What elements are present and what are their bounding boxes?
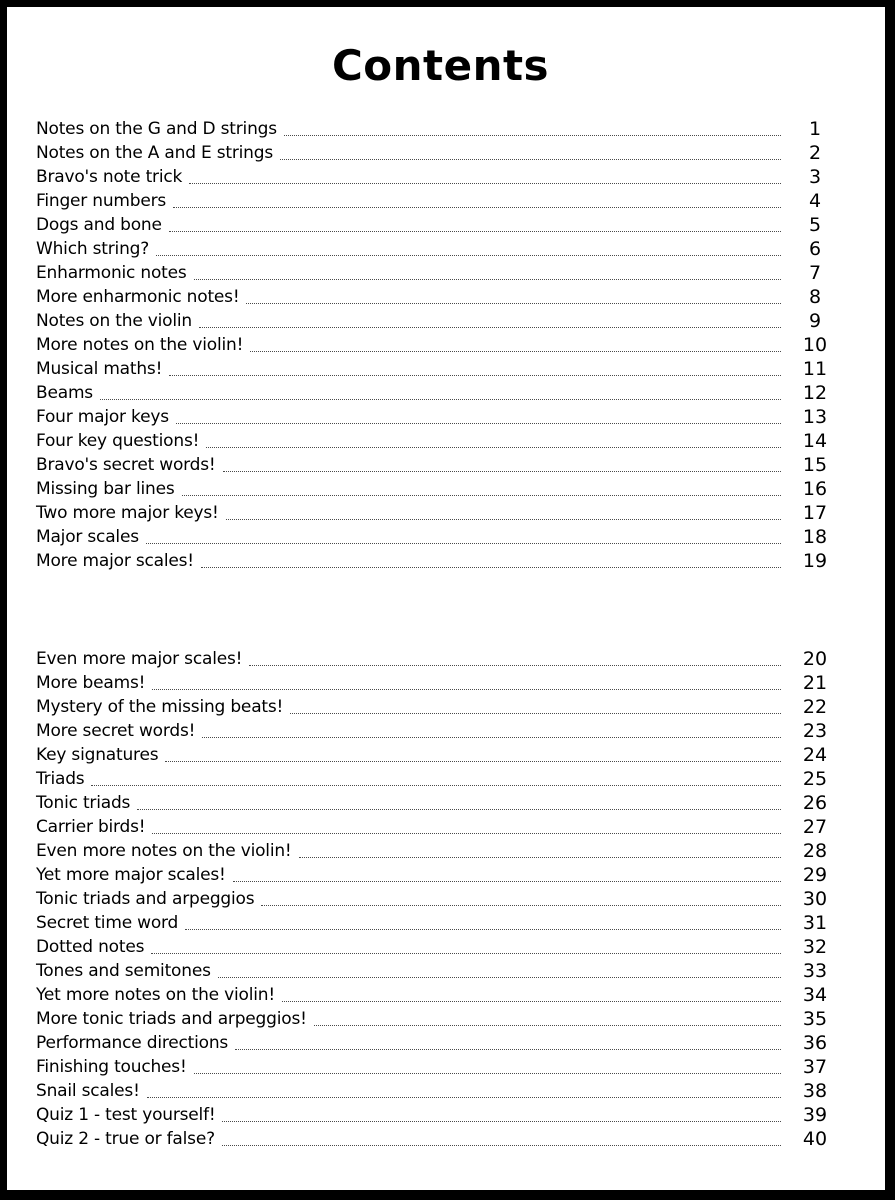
toc-entry-label: Finishing touches! <box>36 1057 187 1077</box>
toc-leader-dots <box>137 809 781 810</box>
toc-entry-label: Key signatures <box>36 745 159 765</box>
toc-entry <box>36 719 845 743</box>
toc-entry-label: Enharmonic notes <box>36 263 187 283</box>
toc-entry-label: Bravo's note trick <box>36 167 183 187</box>
toc-entry <box>36 815 845 839</box>
toc-leader-dots <box>176 423 781 424</box>
toc-leader-dots <box>290 713 781 714</box>
toc-entry <box>36 165 845 189</box>
toc-entry-page: 27 <box>802 816 828 838</box>
toc-entry-page: 7 <box>808 262 822 284</box>
toc-entry-page: 11 <box>802 358 828 380</box>
toc-entry <box>36 285 845 309</box>
toc-entry <box>36 117 845 141</box>
toc-entry <box>36 887 845 911</box>
toc-entry-page: 1 <box>808 118 822 140</box>
toc-leader-dots <box>147 1097 781 1098</box>
toc-leader-dots <box>280 159 781 160</box>
toc-leader-dots <box>226 519 781 520</box>
toc-leader-dots <box>235 1049 781 1050</box>
toc-entry <box>36 1079 845 1103</box>
toc-entry <box>36 863 845 887</box>
toc-entry-page: 2 <box>808 142 822 164</box>
toc-entry-page: 32 <box>802 936 828 958</box>
toc-entry-label: Tones and semitones <box>36 961 211 981</box>
toc-entry-label: Tonic triads and arpeggios <box>36 889 255 909</box>
toc-section-1 <box>36 117 845 573</box>
toc-entry-page: 39 <box>802 1104 828 1126</box>
toc-entry-label: Four key questions! <box>36 431 200 451</box>
toc-entry <box>36 839 845 863</box>
toc-entry-page: 21 <box>802 672 828 694</box>
toc-entry-label: More enharmonic notes! <box>36 287 240 307</box>
toc-entry-page: 16 <box>802 478 828 500</box>
toc-entry-label: Carrier birds! <box>36 817 146 837</box>
toc-entry <box>36 935 845 959</box>
toc-entry <box>36 1103 845 1127</box>
toc-entry <box>36 189 845 213</box>
toc-entry-page: 5 <box>808 214 822 236</box>
toc-leader-dots <box>222 1121 781 1122</box>
toc-entry-label: Beams <box>36 383 93 403</box>
toc-leader-dots <box>199 327 781 328</box>
toc-entry <box>36 405 845 429</box>
toc-entry-page: 23 <box>802 720 828 742</box>
toc-entry <box>36 213 845 237</box>
toc-entry-page: 4 <box>808 190 822 212</box>
toc-leader-dots <box>222 1145 781 1146</box>
toc-entry <box>36 1127 845 1151</box>
toc-leader-dots <box>165 761 781 762</box>
toc-entry-page: 14 <box>802 430 828 452</box>
toc-entry <box>36 983 845 1007</box>
toc-leader-dots <box>284 135 781 136</box>
toc-entry-label: Quiz 1 - test yourself! <box>36 1105 216 1125</box>
toc-leader-dots <box>314 1025 781 1026</box>
toc-entry-label: Bravo's secret words! <box>36 455 216 475</box>
toc-entry-page: 9 <box>808 310 822 332</box>
toc-entry-label: Missing bar lines <box>36 479 175 499</box>
toc-entry-page: 13 <box>802 406 828 428</box>
toc-entry <box>36 647 845 671</box>
toc-entry-page: 20 <box>802 648 828 670</box>
toc-entry-page: 33 <box>802 960 828 982</box>
toc-entry <box>36 477 845 501</box>
toc-leader-dots <box>182 495 781 496</box>
toc-leader-dots <box>206 447 781 448</box>
toc-entry-label: Dogs and bone <box>36 215 162 235</box>
toc-entry-page: 3 <box>808 166 822 188</box>
toc-entry-label: More beams! <box>36 673 146 693</box>
toc-entry-page: 8 <box>808 286 822 308</box>
toc-entry-label: Notes on the G and D strings <box>36 119 277 139</box>
toc-section-2 <box>36 647 845 1151</box>
toc-entry-label: Snail scales! <box>36 1081 140 1101</box>
toc-entry-page: 34 <box>802 984 828 1006</box>
toc-entry-page: 10 <box>802 334 828 356</box>
toc-entry <box>36 791 845 815</box>
toc-leader-dots <box>152 833 781 834</box>
toc-entry-page: 18 <box>802 526 828 548</box>
toc-entry-page: 19 <box>802 550 828 572</box>
toc-entry-label: More secret words! <box>36 721 196 741</box>
toc-entry <box>36 911 845 935</box>
page-title: Contents <box>331 41 550 90</box>
toc-leader-dots <box>100 399 781 400</box>
toc-entry <box>36 261 845 285</box>
toc-entry-page: 31 <box>802 912 828 934</box>
toc-entry-label: Mystery of the missing beats! <box>36 697 284 717</box>
toc-entry-page: 12 <box>802 382 828 404</box>
toc-leader-dots <box>156 255 781 256</box>
toc-leader-dots <box>282 1001 781 1002</box>
toc-leader-dots <box>201 567 781 568</box>
toc-entry <box>36 429 845 453</box>
toc-entry-label: Even more major scales! <box>36 649 243 669</box>
toc-entry-page: 29 <box>802 864 828 886</box>
toc-entry <box>36 1007 845 1031</box>
toc-entry-page: 6 <box>808 238 822 260</box>
toc-entry <box>36 671 845 695</box>
toc-entry-label: More notes on the violin! <box>36 335 244 355</box>
toc-leader-dots <box>202 737 781 738</box>
toc-entry <box>36 141 845 165</box>
toc-entry-label: Four major keys <box>36 407 169 427</box>
toc-entry-page: 36 <box>802 1032 828 1054</box>
toc-entry <box>36 695 845 719</box>
toc-leader-dots <box>218 977 781 978</box>
toc-entry-page: 40 <box>802 1128 828 1150</box>
toc-leader-dots <box>151 953 781 954</box>
toc-leader-dots <box>261 905 781 906</box>
toc-entry-page: 25 <box>802 768 828 790</box>
toc-entry-label: Quiz 2 - true or false? <box>36 1129 215 1149</box>
toc-leader-dots <box>250 351 781 352</box>
toc-entry-label: Notes on the violin <box>36 311 192 331</box>
toc-entry-label: Yet more notes on the violin! <box>36 985 275 1005</box>
toc-leader-dots <box>146 543 781 544</box>
toc-leader-dots <box>91 785 781 786</box>
toc-entry <box>36 743 845 767</box>
toc-entry-label: Triads <box>36 769 85 789</box>
toc-entry-page: 15 <box>802 454 828 476</box>
toc-entry-label: Notes on the A and E strings <box>36 143 274 163</box>
toc-leader-dots <box>169 375 781 376</box>
toc-leader-dots <box>246 303 781 304</box>
toc-entry <box>36 767 845 791</box>
toc-entry-page: 28 <box>802 840 828 862</box>
toc-entry <box>36 1055 845 1079</box>
toc-entry <box>36 525 845 549</box>
toc-leader-dots <box>249 665 781 666</box>
toc-leader-dots <box>233 881 781 882</box>
toc-leader-dots <box>169 231 781 232</box>
toc-leader-dots <box>194 279 781 280</box>
toc-entry <box>36 381 845 405</box>
toc-entry-page: 38 <box>802 1080 828 1102</box>
toc-entry-label: Which string? <box>36 239 150 259</box>
toc-entry-label: Finger numbers <box>36 191 167 211</box>
toc-leader-dots <box>189 183 781 184</box>
toc-leader-dots <box>223 471 781 472</box>
toc-leader-dots <box>152 689 781 690</box>
toc-entry <box>36 549 845 573</box>
toc-entry-label: Secret time word <box>36 913 179 933</box>
toc-leader-dots <box>299 857 781 858</box>
toc-entry-label: Major scales <box>36 527 139 547</box>
toc-entry <box>36 959 845 983</box>
toc-entry-label: Two more major keys! <box>36 503 219 523</box>
toc-entry-page: 30 <box>802 888 828 910</box>
toc-leader-dots <box>185 929 781 930</box>
toc-entry <box>36 357 845 381</box>
toc-entry-label: Yet more major scales! <box>36 865 226 885</box>
toc-entry-page: 35 <box>802 1008 828 1030</box>
toc-entry-label: More major scales! <box>36 551 194 571</box>
toc-entry-label: Even more notes on the violin! <box>36 841 292 861</box>
toc-entry-page: 24 <box>802 744 828 766</box>
toc-entry-page: 37 <box>802 1056 828 1078</box>
toc-entry <box>36 333 845 357</box>
toc-entry <box>36 309 845 333</box>
toc-entry <box>36 237 845 261</box>
toc-entry <box>36 501 845 525</box>
toc-entry-label: More tonic triads and arpeggios! <box>36 1009 307 1029</box>
toc-entry-page: 17 <box>802 502 828 524</box>
toc-entry <box>36 453 845 477</box>
toc-entry-label: Musical maths! <box>36 359 163 379</box>
toc-entry <box>36 1031 845 1055</box>
toc-leader-dots <box>194 1073 781 1074</box>
toc-entry-label: Dotted notes <box>36 937 145 957</box>
toc-entry-label: Tonic triads <box>36 793 131 813</box>
toc-entry-label: Performance directions <box>36 1033 229 1053</box>
toc-leader-dots <box>173 207 781 208</box>
toc-entry-page: 22 <box>802 696 828 718</box>
toc-entry-page: 26 <box>802 792 828 814</box>
